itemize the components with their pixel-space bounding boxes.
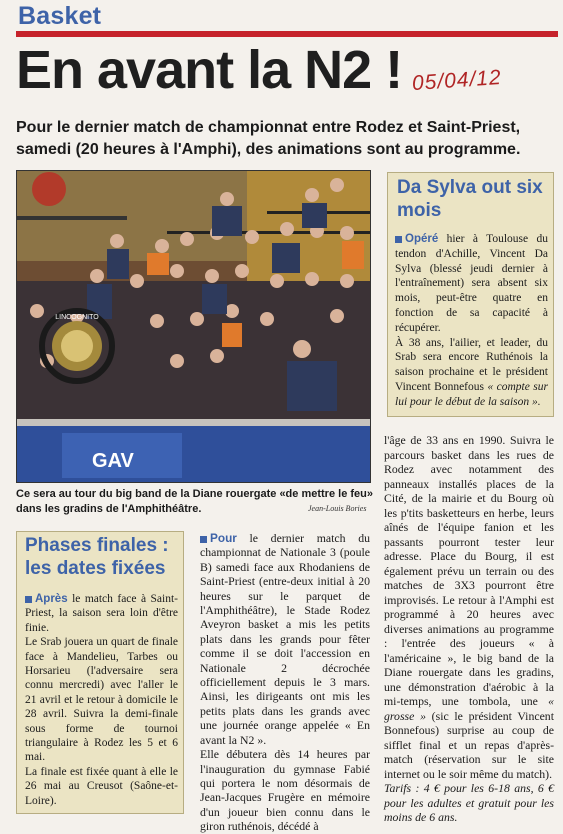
right-column-text: l'âge de 33 ans en 1990. Suivra le parcours basket dans les rues de Rodez avec notamment des panneaux installés places de la Cité, de la mairie et du Bourg où les p'tits basketteurs en herbe, leurs aînés de l'équipe fanion et les passants pourront tester leur adresse. Place du Bourg, il est également prévu un terrain ou des matches de 3X3 pourront être improvisés. Le retour à l'Amphi est programmé à 20 heures avec diverses animations au programme : l'entrée des joueurs « à l'américaine », le big band de la Diane rouergate dans les gradins, une démonstration d'aérobic à la mi-temps, une tombola, une bbox=[384, 433, 554, 708]
photo-credit: Jean-Louis Bories bbox=[308, 504, 367, 513]
right-column-quote: « grosse » bbox=[384, 694, 554, 723]
phases-body bbox=[25, 592, 178, 808]
sidebar-lead: Opéré bbox=[405, 233, 439, 245]
right-column-text-2: (sic le président Vincent Bonnefous) surprise au coup de sifflet final et un repas d'après-match (réservation sur le site internet ou le soir même du match). bbox=[384, 708, 554, 781]
middle-lead: Pour bbox=[210, 531, 237, 545]
sidebar-paragraph-1: hier à Toulouse du tendon d'Achille, Vincent Da Sylva (blessé jeudi dernier à l'entraînement) sera absent six mois, peut-être quatre en fonction de sa capacité à récupérer. bbox=[395, 233, 548, 334]
phases-paragraph-3: La finale est fixée quant à elle le 26 mai au Creusot (Saône-et-Loire). bbox=[25, 765, 178, 807]
alarm-bell-icon bbox=[32, 172, 66, 206]
right-column bbox=[384, 433, 554, 825]
phases-title: Phases finales : les dates fixées bbox=[25, 535, 169, 579]
section-rule bbox=[16, 31, 558, 37]
headline: En avant la N2 ! bbox=[16, 40, 403, 100]
handwritten-date: 05/04/12 bbox=[411, 65, 503, 96]
bullet-marker-icon bbox=[200, 536, 207, 543]
bullet-marker-icon bbox=[25, 596, 32, 603]
middle-column-text: le dernier match du championnat de Nationale 3 (poule B) samedi face aux Rhodaniens de Saint-Priest (entre-deux initial à 20 heures sur le parquet de l'Amphithéâtre), le Stade Rodez Aveyron basket a mis les petits plats dans les grands pour fêter comme il se doit l'accession en Nationale 2 décrochée officiellement depuis le 3 mars. Ainsi, les dirigeants ont mis les petits plats dans les grands avec une journée orange appelée « En avant la N2 ». bbox=[200, 531, 370, 747]
middle-column-text-2: Elle débutera dès 14 heures par l'inauguration du gymnase Fabié qui portera le nom désormais de Jean-Jacques Frugère en mémoire d'un joueur bien connu dans le giron ruthénois, décédé à bbox=[200, 747, 370, 834]
sidebar-title: Da Sylva out six mois bbox=[397, 177, 543, 221]
tarifs-line: Tarifs : 4 € pour les 6-18 ans, 6 € pour les adultes et gratuit pour les moins de 6 ans. bbox=[384, 781, 554, 824]
sidebar-quote: « compte sur lui pour le début de la saison ». bbox=[395, 380, 548, 408]
crowd-photo bbox=[16, 170, 371, 483]
section-label: Basket bbox=[18, 2, 102, 30]
middle-column bbox=[200, 531, 370, 834]
phases-paragraph-1: le match face à Saint-Priest, la saison sera loin d'être finie. bbox=[25, 593, 178, 634]
phases-lead: Après bbox=[35, 593, 68, 605]
photo-caption: Ce sera au tour du big band de la Diane rouergate «de mettre le feu» dans les gradins de l'Amphithéâtre. bbox=[16, 488, 373, 515]
crowd-photo-illustration bbox=[17, 171, 371, 483]
banner-text: GAV bbox=[92, 450, 134, 472]
bullet-marker-icon bbox=[395, 236, 402, 243]
drum-text: LINCOGNITO bbox=[55, 314, 99, 321]
sidebar-paragraph-2: À 38 ans, l'ailier, et leader, du Srab sera encore Ruthénois la saison prochaine et le président Vincent Bonnefous bbox=[395, 336, 548, 393]
phases-paragraph-2: Le Srab jouera un quart de finale face à Mandelieu, Tarbes ou Horsarieu (l'adversaire sera connu mercredi) avec l'aller le 21 avril et le retour à domicile le 28 avril. Suivra la demi-finale sous forme de tournoi triangulaire à Rodez les 5 et 6 mai. bbox=[25, 636, 178, 764]
subhead: Pour le dernier match de championnat entre Rodez et Saint-Priest, samedi (20 heures à l'Amphi), des animations sont au programme. bbox=[16, 119, 521, 158]
sidebar-body bbox=[395, 232, 548, 410]
